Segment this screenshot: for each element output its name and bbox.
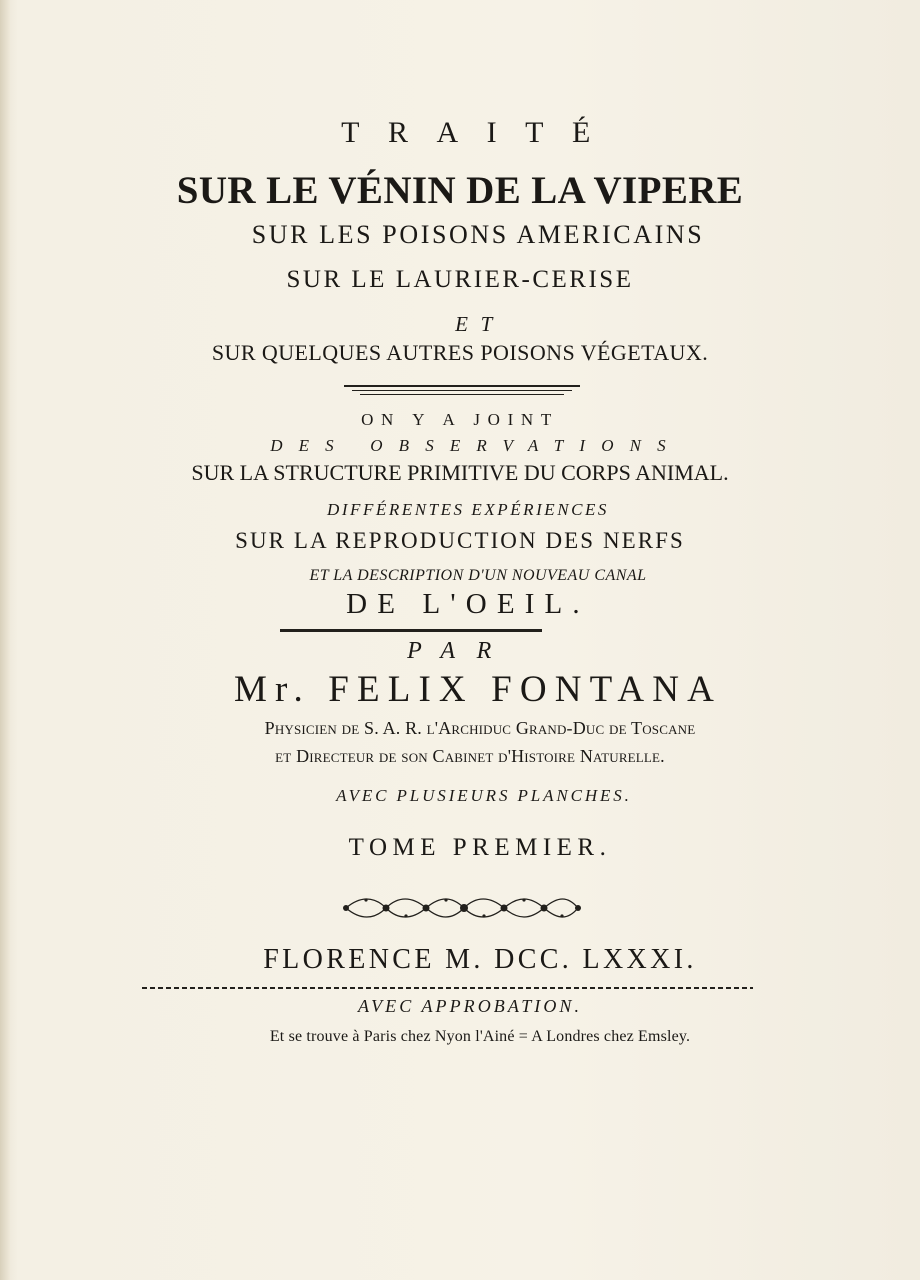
observations-heading: DES OBSERVATIONS [270, 436, 682, 455]
joined-heading: ON Y A JOINT [361, 410, 559, 429]
floral-ornament-icon [340, 892, 584, 922]
heading-traite: TRAITÉ [341, 116, 619, 149]
oeil-line: DE L'OEIL. [346, 588, 590, 620]
sellers-line: Et se trouve à Paris chez Nyon l'Ainé = A Londres chez Emsley. [269, 1028, 691, 1045]
approbation-line: AVEC APPROBATION. [357, 996, 583, 1016]
par-line: PAR [407, 638, 513, 664]
subject-laurier-cerise: SUR LE LAURIER-CERISE [286, 266, 634, 293]
subject-poisons-vegetaux: SUR QUELQUES AUTRES POISONS VÉGETAUX. [211, 340, 709, 365]
single-rule-divider [280, 629, 542, 632]
reproduction-line: SUR LA REPRODUCTION DES NERFS [235, 528, 685, 553]
author-name: Mr. FELIX FONTANA [234, 669, 722, 710]
author-affiliation-2: et Directeur de son Cabinet d'Histoire Naturelle. [275, 746, 665, 766]
plates-note: AVEC PLUSIEURS PLANCHES. [336, 786, 632, 805]
double-rule-divider [344, 385, 580, 397]
imprint-place-date: FLORENCE M. DCC. LXXXI. [263, 944, 697, 975]
subject-main: SUR LE VÉNIN DE LA VIPERE [176, 169, 744, 212]
dotted-rule-divider [140, 983, 755, 993]
experiences-heading: DIFFÉRENTES EXPÉRIENCES [327, 500, 609, 519]
subject-poisons-americains: SUR LES POISONS AMERICAINS [251, 220, 705, 249]
author-affiliation-1: Physicien de S. A. R. l'Archiduc Grand-Duc de Toscane [264, 718, 696, 738]
description-line: ET LA DESCRIPTION D'UN NOUVEAU CANAL [309, 567, 647, 584]
structure-line: SUR LA STRUCTURE PRIMITIVE DU CORPS ANIMAL. [191, 460, 729, 485]
volume-label: TOME PREMIER. [348, 834, 612, 861]
conjunction-et: ET [455, 312, 505, 336]
